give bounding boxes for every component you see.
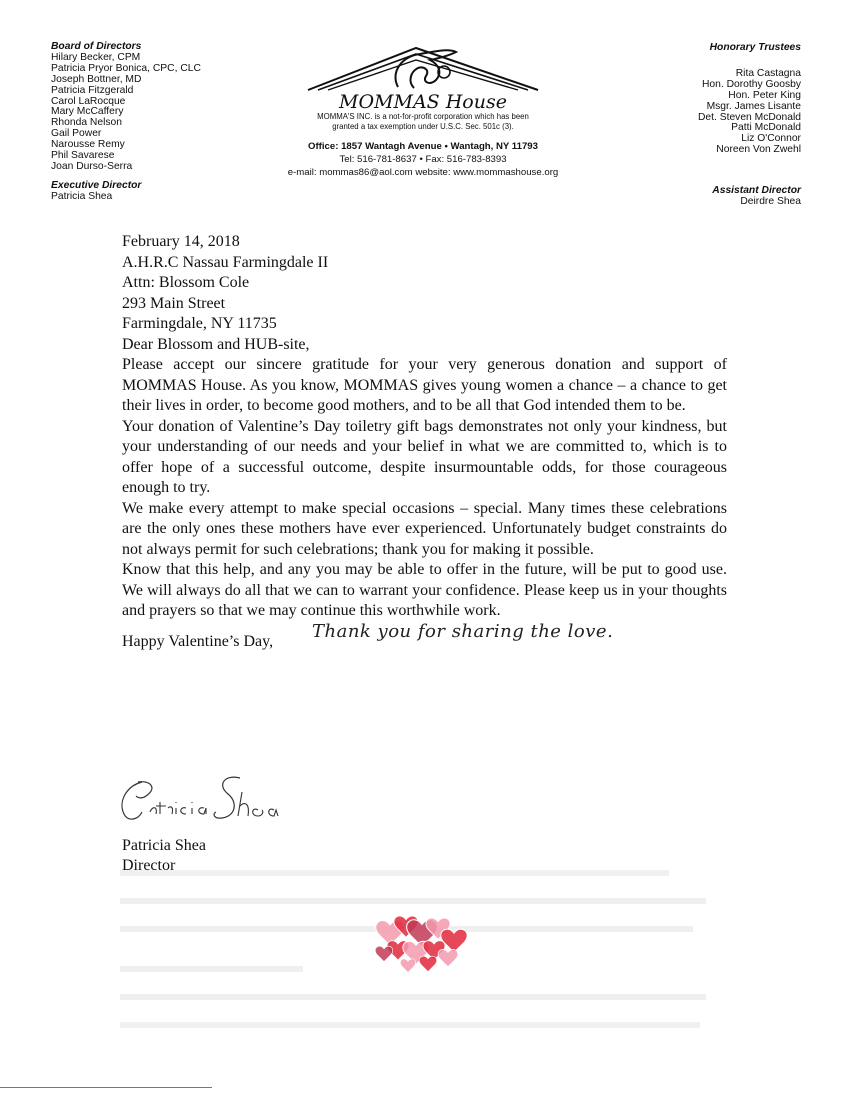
heart-icon xyxy=(400,959,415,972)
email-website: e-mail: mommas86@aol.com website: www.mommashouse.org xyxy=(287,167,559,178)
trustee: Rita Castagna xyxy=(735,67,801,79)
bottom-divider xyxy=(0,1087,212,1088)
trustee: Hon. Peter King xyxy=(728,89,801,101)
board-member: Joseph Bottner, MD xyxy=(51,73,142,85)
heart-icon xyxy=(438,949,458,966)
heart-icon xyxy=(375,946,393,961)
board-member: Joan Durso-Serra xyxy=(51,160,133,172)
office-address: Office: 1857 Wantagh Avenue • Wantagh, NY 11793 xyxy=(308,141,538,152)
closing: Happy Valentine’s Day, xyxy=(122,632,274,650)
trustee: Det. Steven McDonald xyxy=(697,111,801,123)
board-member: Gail Power xyxy=(51,128,102,140)
board-member: Narousse Remy xyxy=(51,139,125,151)
letter-date: February 14, 2018 xyxy=(122,233,240,250)
recipient-address xyxy=(122,253,727,335)
body-paragraph: Please accept our sincere gratitude for your very generous donation and support of MOMMAS House. As you know, MOMMAS gives young women a chance – a chance to get their lives in order, to become good mothers, and to be all that God intended them to be. xyxy=(122,356,727,414)
board-member: Carol LaRocque xyxy=(51,95,126,107)
body-paragraph: We make every attempt to make special occasions – special. Many times these celebrations are the only ones these mothers have ever experienced. Unfortunately budget constraints do not always permit for such celebrations; thank you for making it possible. xyxy=(122,499,727,558)
house-roof-logo-icon xyxy=(298,42,548,110)
board-member: Phil Savarese xyxy=(51,150,115,162)
honorary-trustees xyxy=(601,43,801,208)
assistant-director-name: Deirdre Shea xyxy=(740,196,801,208)
heart-icon xyxy=(441,929,467,952)
trustee: Msgr. James Lisante xyxy=(706,100,801,112)
board-member: Patricia Pryor Bonica, CPC, CLC xyxy=(51,62,201,74)
board-member: Hilary Becker, CPM xyxy=(51,51,141,63)
trustees-heading: Honorary Trustees xyxy=(709,42,801,53)
board-of-directors xyxy=(51,42,271,203)
letter-body xyxy=(122,232,727,664)
address-line: A.H.R.C Nassau Farmingdale II xyxy=(122,253,329,271)
executive-director-name: Patricia Shea xyxy=(51,190,113,202)
letterhead xyxy=(258,42,588,178)
body-paragraph: Your donation of Valentine’s Day toiletry gift bags demonstrates not only your kindness, but your understanding of our needs and your belief in what we are committed to, which is to offer hope of a successful outcome, despite insurmountable odds, for those courageous enough to try. xyxy=(122,417,727,496)
signer-title: Director xyxy=(122,857,176,874)
address-line: Farmingdale, NY 11735 xyxy=(122,315,277,332)
tax-line-2: granted a tax exemption under U.S.C. Sec. 501c (3). xyxy=(332,122,514,131)
trustee: Patti McDonald xyxy=(731,122,801,134)
hearts-icon xyxy=(372,908,472,972)
trustee: Hon. Dorothy Goosby xyxy=(701,78,801,90)
signer-name: Patricia Shea xyxy=(122,837,206,854)
assistant-director-heading: Assistant Director xyxy=(712,185,801,197)
handwritten-note: Thank you for sharing the love. xyxy=(312,620,614,642)
board-member: Mary McCaffery xyxy=(51,106,124,118)
salutation: Dear Blossom and HUB-site, xyxy=(122,335,310,353)
phone-fax: Tel: 516-781-8637 • Fax: 516-783-8393 xyxy=(339,154,507,165)
body-paragraph: Know that this help, and any you may be able to offer in the future, will be put to good use. We will always do all that we can to warrant your confidence. Please keep us in your thoughts and prayers so that we may continue this worthwhile work. xyxy=(122,561,727,619)
board-member: Patricia Fitzgerald xyxy=(51,84,134,96)
logo-text: MOMMAS House xyxy=(339,91,507,110)
executive-director-heading: Executive Director xyxy=(51,179,142,191)
address-line: 293 Main Street xyxy=(122,294,226,312)
tax-line-1: MOMMA'S INC. is a not-for-profit corporation which has been xyxy=(317,112,529,121)
closing-row xyxy=(122,622,727,664)
address-line: Attn: Blossom Cole xyxy=(122,274,250,291)
signature-icon xyxy=(116,772,286,830)
trustee: Noreen Von Zwehl xyxy=(716,144,801,156)
heart-icon xyxy=(419,956,437,971)
board-member: Rhonda Nelson xyxy=(51,117,122,129)
board-heading: Board of Directors xyxy=(51,41,142,52)
trustee: Liz O'Connor xyxy=(741,133,801,145)
